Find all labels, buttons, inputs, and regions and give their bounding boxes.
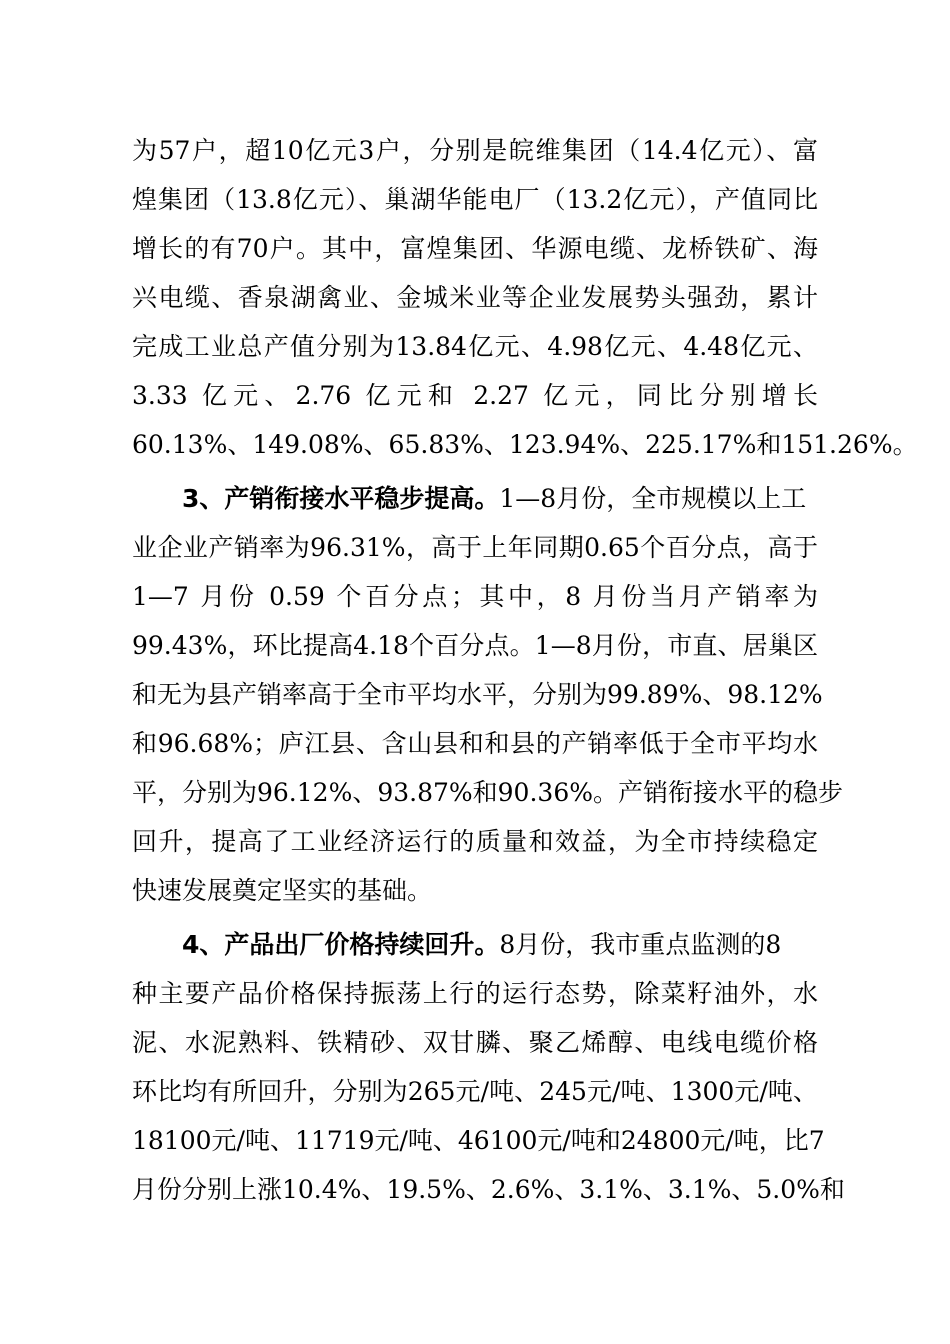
section-heading: 4、产品出厂价格持续回升。 [182, 930, 500, 959]
text-line: 业企业产销率为96.31%，高于上年同期0.65个百分点，高于 [132, 533, 818, 562]
text-line: 1—7 月份 0.59 个百分点；其中，8 月份当月产销率为 [132, 582, 818, 611]
text-line: 60.13%、149.08%、65.83%、123.94%、225.17%和151.26%。 [132, 430, 918, 459]
text-line: 增长的有70户。其中，富煌集团、华源电缆、龙桥铁矿、海 [132, 234, 818, 263]
text-line: 完成工业总产值分别为13.84亿元、4.98亿元、4.48亿元、 [132, 332, 818, 361]
paragraph-first-line [182, 474, 818, 523]
text-line: 18100元/吨、11719元/吨、46100元/吨和24800元/吨，比7 [132, 1126, 825, 1155]
paragraph-first-line [182, 920, 818, 969]
text-line: 兴电缆、香泉湖禽业、金城米业等企业发展势头强劲，累计 [132, 283, 818, 312]
text-line: 种主要产品价格保持振荡上行的运行态势，除菜籽油外，水 [132, 979, 818, 1008]
text-line: 和96.68%；庐江县、含山县和和县的产销率低于全市平均水 [132, 729, 818, 758]
text-run: 1—8月份，全市规模以上工 [499, 484, 807, 513]
text-line: 煌集团（13.8亿元）、巢湖华能电厂（13.2亿元），产值同比 [132, 185, 818, 214]
text-line: 平，分别为96.12%、93.87%和90.36%。产销衔接水平的稳步 [132, 778, 843, 807]
text-line: 和无为县产销率高于全市平均水平，分别为99.89%、98.12% [132, 680, 823, 709]
text-line: 回升，提高了工业经济运行的质量和效益，为全市持续稳定 [132, 827, 818, 856]
text-line: 环比均有所回升，分别为265元/吨、245元/吨、1300元/吨、 [132, 1077, 818, 1106]
text-line: 月份分别上涨10.4%、19.5%、2.6%、3.1%、3.1%、5.0%和 [132, 1175, 845, 1204]
text-line: 99.43%，环比提高4.18个百分点。1—8月份，市直、居巢区 [132, 631, 818, 660]
text-line: 泥、水泥熟料、铁精砂、双甘膦、聚乙烯醇、电线电缆价格 [132, 1028, 818, 1057]
section-heading: 3、产销衔接水平稳步提高。 [182, 484, 500, 513]
text-line: 为57户，超10亿元3户，分别是皖维集团（14.4亿元）、富 [132, 136, 818, 165]
text-line: 3.33 亿元、2.76 亿元和 2.27 亿元，同比分别增长 [132, 381, 818, 410]
text-run: 8月份，我市重点监测的8 [499, 930, 782, 959]
text-line: 快速发展奠定坚实的基础。 [132, 876, 433, 905]
